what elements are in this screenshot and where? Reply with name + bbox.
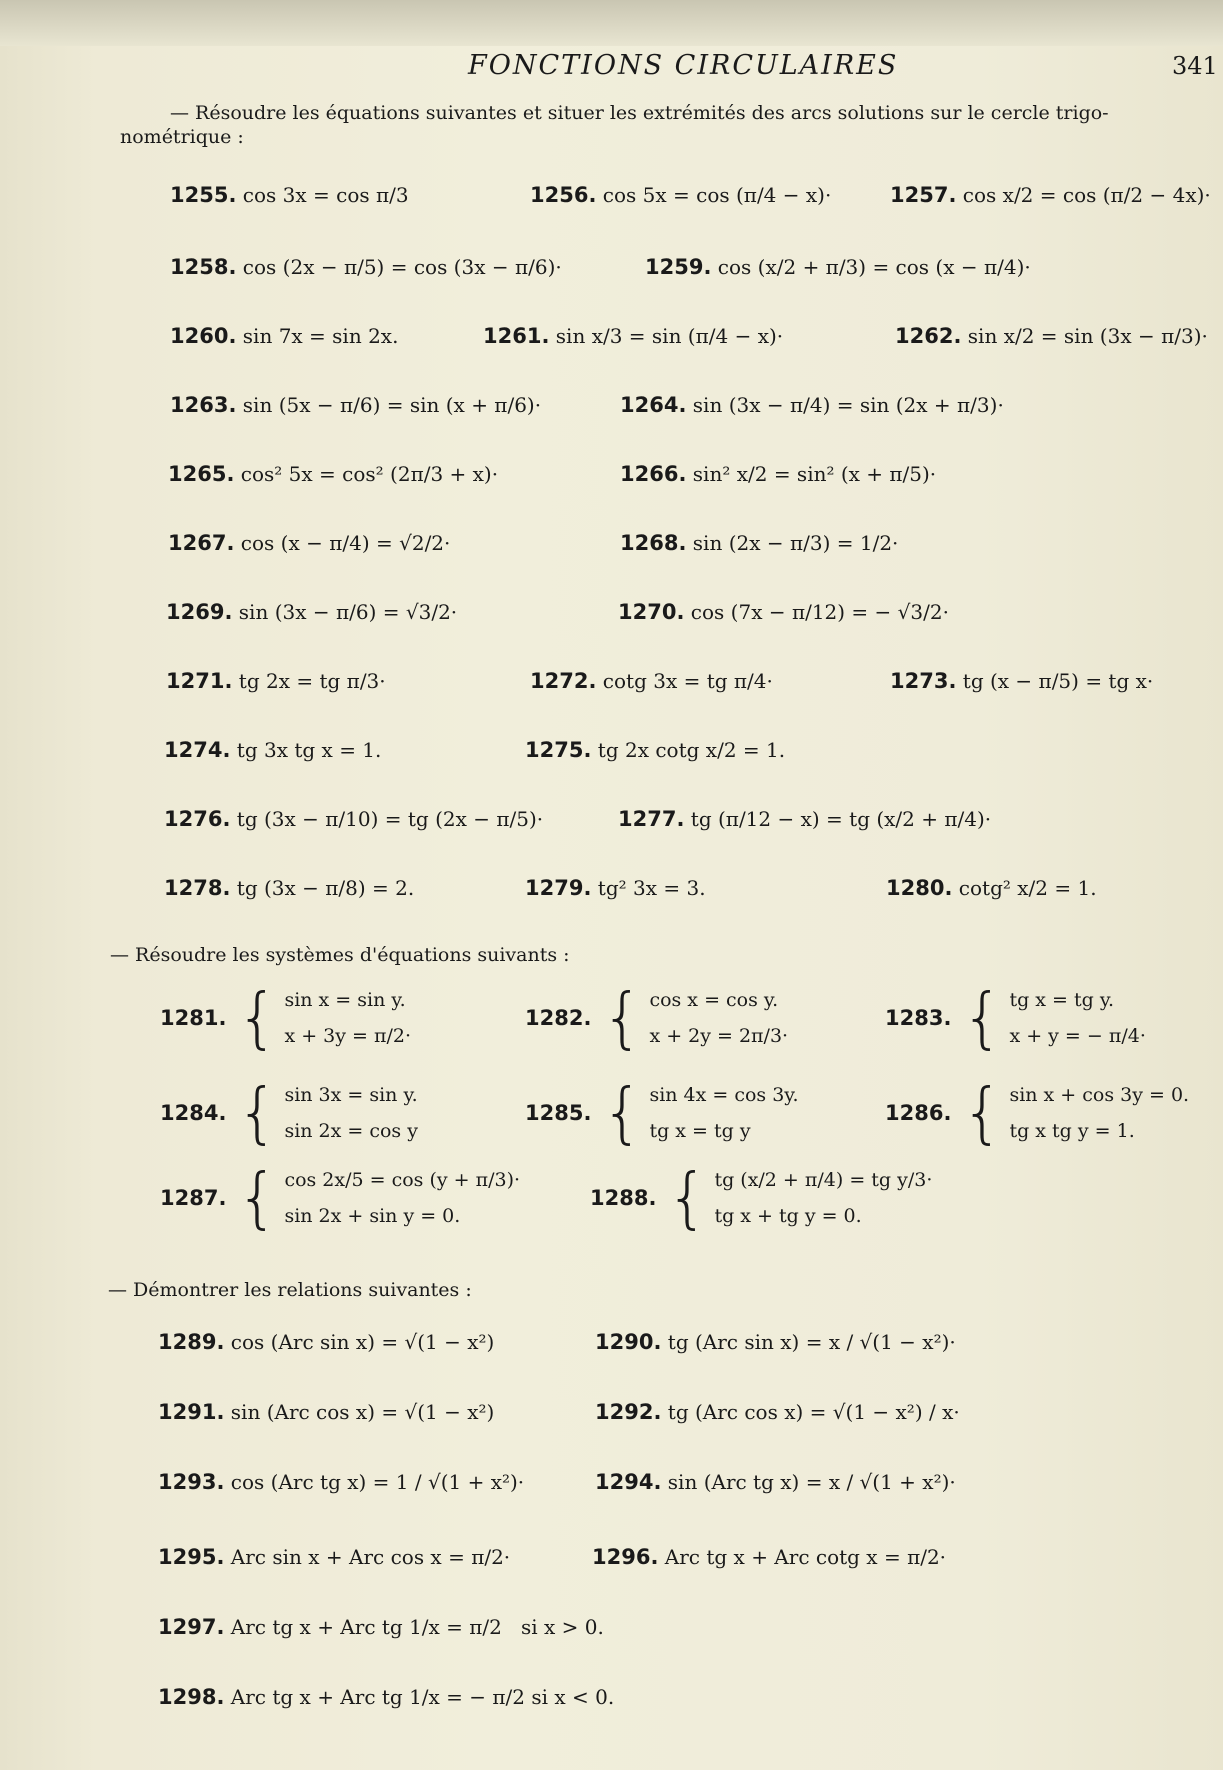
exercise-number: 1277. xyxy=(618,807,685,831)
equation-text: sin x/3 = sin (π/4 − x)· xyxy=(555,324,784,348)
exercise-1298 xyxy=(158,1685,614,1709)
instruction-equations: — Résoudre les équations suivantes et situer les extrémités des arcs solutions sur le cercle trigo- xyxy=(170,102,1109,124)
equation-text: cos (x − π/4) = √2/2· xyxy=(240,531,451,555)
equation-text: Arc tg x + Arc tg 1/x = π/2 si x > 0. xyxy=(230,1615,604,1639)
system-line: sin 4x = cos 3y. xyxy=(649,1084,799,1106)
exercise-number: 1276. xyxy=(164,807,231,831)
system-line: x + 2y = 2π/3· xyxy=(649,1025,789,1047)
exercise-1289 xyxy=(158,1330,494,1354)
exercise-1270 xyxy=(618,600,949,624)
exercise-1297 xyxy=(158,1615,604,1639)
brace-glyph: { xyxy=(961,979,1004,1056)
exercise-number: 1273. xyxy=(890,669,957,693)
equation-text: Arc tg x + Arc tg 1/x = − π/2 si x < 0. xyxy=(230,1685,615,1709)
exercise-number: 1296. xyxy=(592,1545,659,1569)
exercise-1258 xyxy=(170,255,562,279)
equation-text: tg (Arc sin x) = x / √(1 − x²)· xyxy=(667,1330,956,1354)
exercise-number: 1294. xyxy=(595,1470,662,1494)
system-line: tg (x/2 + π/4) = tg y/3· xyxy=(714,1169,933,1191)
exercise-1278 xyxy=(164,876,414,900)
system-line: cos 2x/5 = cos (y + π/3)· xyxy=(284,1169,521,1191)
exercise-number: 1279. xyxy=(525,876,592,900)
exercise-1280 xyxy=(886,876,1097,900)
system-line: tg x tg y = 1. xyxy=(1009,1120,1135,1142)
exercise-1295 xyxy=(158,1545,510,1569)
exercise-number: 1278. xyxy=(164,876,231,900)
exercise-number: 1292. xyxy=(595,1400,662,1424)
exercise-1264 xyxy=(620,393,1004,417)
system-1287 xyxy=(160,1159,521,1236)
exercise-1293 xyxy=(158,1470,524,1494)
exercise-number: 1293. xyxy=(158,1470,225,1494)
equation-text: cos (Arc tg x) = 1 / √(1 + x²)· xyxy=(230,1470,525,1494)
exercise-number: 1274. xyxy=(164,738,231,762)
equation-text: sin (Arc tg x) = x / √(1 + x²)· xyxy=(667,1470,956,1494)
exercise-number: 1290. xyxy=(595,1330,662,1354)
exercise-number: 1291. xyxy=(158,1400,225,1424)
brace-glyph: { xyxy=(601,1074,644,1151)
brace-glyph: { xyxy=(961,1074,1004,1151)
exercise-1261 xyxy=(483,324,783,348)
equation-text: cos (2x − π/5) = cos (3x − π/6)· xyxy=(242,255,562,279)
equation-text: sin² x/2 = sin² (x + π/5)· xyxy=(692,462,937,486)
exercise-1256 xyxy=(530,183,831,207)
equation-text: tg² 3x = 3. xyxy=(597,876,706,900)
exercise-1266 xyxy=(620,462,936,486)
system-1282 xyxy=(525,979,789,1056)
exercise-number: 1269. xyxy=(166,600,233,624)
exercise-1294 xyxy=(595,1470,956,1494)
exercise-number: 1268. xyxy=(620,531,687,555)
system-line: tg x = tg y. xyxy=(1009,989,1115,1011)
instruction-relations: — Démontrer les relations suivantes : xyxy=(108,1279,472,1301)
equation-text: cos x/2 = cos (π/2 − 4x)· xyxy=(962,183,1211,207)
equation-text: sin (5x − π/6) = sin (x + π/6)· xyxy=(242,393,542,417)
system-1283 xyxy=(885,979,1146,1056)
equation-text: sin (2x − π/3) = 1/2· xyxy=(692,531,899,555)
exercise-number: 1297. xyxy=(158,1615,225,1639)
exercise-number: 1280. xyxy=(886,876,953,900)
system-line: x + 3y = π/2· xyxy=(284,1025,411,1047)
system-line: sin 3x = sin y. xyxy=(284,1084,418,1106)
system-line: tg x = tg y xyxy=(649,1120,751,1142)
exercise-1257 xyxy=(890,183,1211,207)
exercise-1260 xyxy=(170,324,398,348)
exercise-number: 1260. xyxy=(170,324,237,348)
equation-text: cotg 3x = tg π/4· xyxy=(602,669,773,693)
exercise-number: 1263. xyxy=(170,393,237,417)
exercise-1273 xyxy=(890,669,1153,693)
system-line: sin x = sin y. xyxy=(284,989,406,1011)
exercise-number: 1262. xyxy=(895,324,962,348)
exercise-1259 xyxy=(645,255,1031,279)
exercise-1268 xyxy=(620,531,898,555)
exercise-1296 xyxy=(592,1545,946,1569)
exercise-number: 1275. xyxy=(525,738,592,762)
exercise-1265 xyxy=(168,462,498,486)
exercise-1263 xyxy=(170,393,541,417)
equation-text: tg (3x − π/10) = tg (2x − π/5)· xyxy=(236,807,544,831)
brace-glyph: { xyxy=(236,979,279,1056)
equation-text: sin (3x − π/4) = sin (2x + π/3)· xyxy=(692,393,1004,417)
system-line: sin 2x + sin y = 0. xyxy=(284,1205,461,1227)
page-top-shadow xyxy=(0,0,1223,46)
system-line: x + y = − π/4· xyxy=(1009,1025,1146,1047)
exercise-number: 1271. xyxy=(166,669,233,693)
exercise-1275 xyxy=(525,738,785,762)
page-number: 341 xyxy=(1172,52,1218,80)
exercise-1272 xyxy=(530,669,773,693)
exercise-number: 1286. xyxy=(885,1101,952,1125)
equation-text: Arc sin x + Arc cos x = π/2· xyxy=(230,1545,511,1569)
equation-text: cotg² x/2 = 1. xyxy=(958,876,1097,900)
exercise-number: 1264. xyxy=(620,393,687,417)
exercise-1271 xyxy=(166,669,386,693)
exercise-number: 1267. xyxy=(168,531,235,555)
brace-glyph: { xyxy=(236,1074,279,1151)
brace-glyph: { xyxy=(666,1159,709,1236)
exercise-number: 1289. xyxy=(158,1330,225,1354)
equation-text: cos 3x = cos π/3 xyxy=(242,183,409,207)
exercise-number: 1283. xyxy=(885,1006,952,1030)
equation-text: cos (Arc sin x) = √(1 − x²) xyxy=(230,1330,495,1354)
exercise-1291 xyxy=(158,1400,494,1424)
equation-text: sin (Arc cos x) = √(1 − x²) xyxy=(230,1400,495,1424)
system-1284 xyxy=(160,1074,418,1151)
exercise-number: 1257. xyxy=(890,183,957,207)
system-1281 xyxy=(160,979,411,1056)
exercise-1276 xyxy=(164,807,543,831)
exercise-1277 xyxy=(618,807,991,831)
exercise-number: 1298. xyxy=(158,1685,225,1709)
exercise-1279 xyxy=(525,876,706,900)
system-line: tg x + tg y = 0. xyxy=(714,1205,862,1227)
exercise-number: 1285. xyxy=(525,1101,592,1125)
equation-text: Arc tg x + Arc cotg x = π/2· xyxy=(664,1545,947,1569)
exercise-1262 xyxy=(895,324,1208,348)
exercise-1255 xyxy=(170,183,409,207)
exercise-number: 1256. xyxy=(530,183,597,207)
exercise-1274 xyxy=(164,738,381,762)
system-1288 xyxy=(590,1159,933,1236)
equation-text: tg 2x = tg π/3· xyxy=(238,669,386,693)
system-1286 xyxy=(885,1074,1190,1151)
exercise-number: 1258. xyxy=(170,255,237,279)
exercise-1290 xyxy=(595,1330,956,1354)
exercise-number: 1295. xyxy=(158,1545,225,1569)
exercise-number: 1287. xyxy=(160,1186,227,1210)
equation-text: sin x/2 = sin (3x − π/3)· xyxy=(967,324,1208,348)
equation-text: sin (3x − π/6) = √3/2· xyxy=(238,600,458,624)
exercise-number: 1282. xyxy=(525,1006,592,1030)
exercise-number: 1270. xyxy=(618,600,685,624)
equation-text: cos (7x − π/12) = − √3/2· xyxy=(690,600,949,624)
equation-text: tg (π/12 − x) = tg (x/2 + π/4)· xyxy=(690,807,992,831)
system-line: sin 2x = cos y xyxy=(284,1120,418,1142)
exercise-number: 1265. xyxy=(168,462,235,486)
exercise-number: 1284. xyxy=(160,1101,227,1125)
running-header-title: FONCTIONS CIRCULAIRES xyxy=(468,50,899,81)
exercise-1292 xyxy=(595,1400,960,1424)
equation-text: tg (x − π/5) = tg x· xyxy=(962,669,1154,693)
system-1285 xyxy=(525,1074,799,1151)
equation-text: cos² 5x = cos² (2π/3 + x)· xyxy=(240,462,499,486)
exercise-1267 xyxy=(168,531,450,555)
exercise-number: 1259. xyxy=(645,255,712,279)
equation-text: tg 3x tg x = 1. xyxy=(236,738,382,762)
equation-text: sin 7x = sin 2x. xyxy=(242,324,399,348)
exercise-number: 1266. xyxy=(620,462,687,486)
exercise-number: 1261. xyxy=(483,324,550,348)
system-line: sin x + cos 3y = 0. xyxy=(1009,1084,1190,1106)
instruction-systems: — Résoudre les systèmes d'équations suivants : xyxy=(110,944,570,966)
instruction-equations-cont: nométrique : xyxy=(120,126,244,148)
exercise-number: 1255. xyxy=(170,183,237,207)
exercise-number: 1272. xyxy=(530,669,597,693)
exercise-number: 1288. xyxy=(590,1186,657,1210)
equation-text: cos (x/2 + π/3) = cos (x − π/4)· xyxy=(717,255,1031,279)
equation-text: cos 5x = cos (π/4 − x)· xyxy=(602,183,832,207)
equation-text: tg (3x − π/8) = 2. xyxy=(236,876,415,900)
brace-glyph: { xyxy=(601,979,644,1056)
equation-text: tg (Arc cos x) = √(1 − x²) / x· xyxy=(667,1400,960,1424)
system-line: cos x = cos y. xyxy=(649,989,779,1011)
exercise-1269 xyxy=(166,600,457,624)
brace-glyph: { xyxy=(236,1159,279,1236)
exercise-number: 1281. xyxy=(160,1006,227,1030)
equation-text: tg 2x cotg x/2 = 1. xyxy=(597,738,786,762)
